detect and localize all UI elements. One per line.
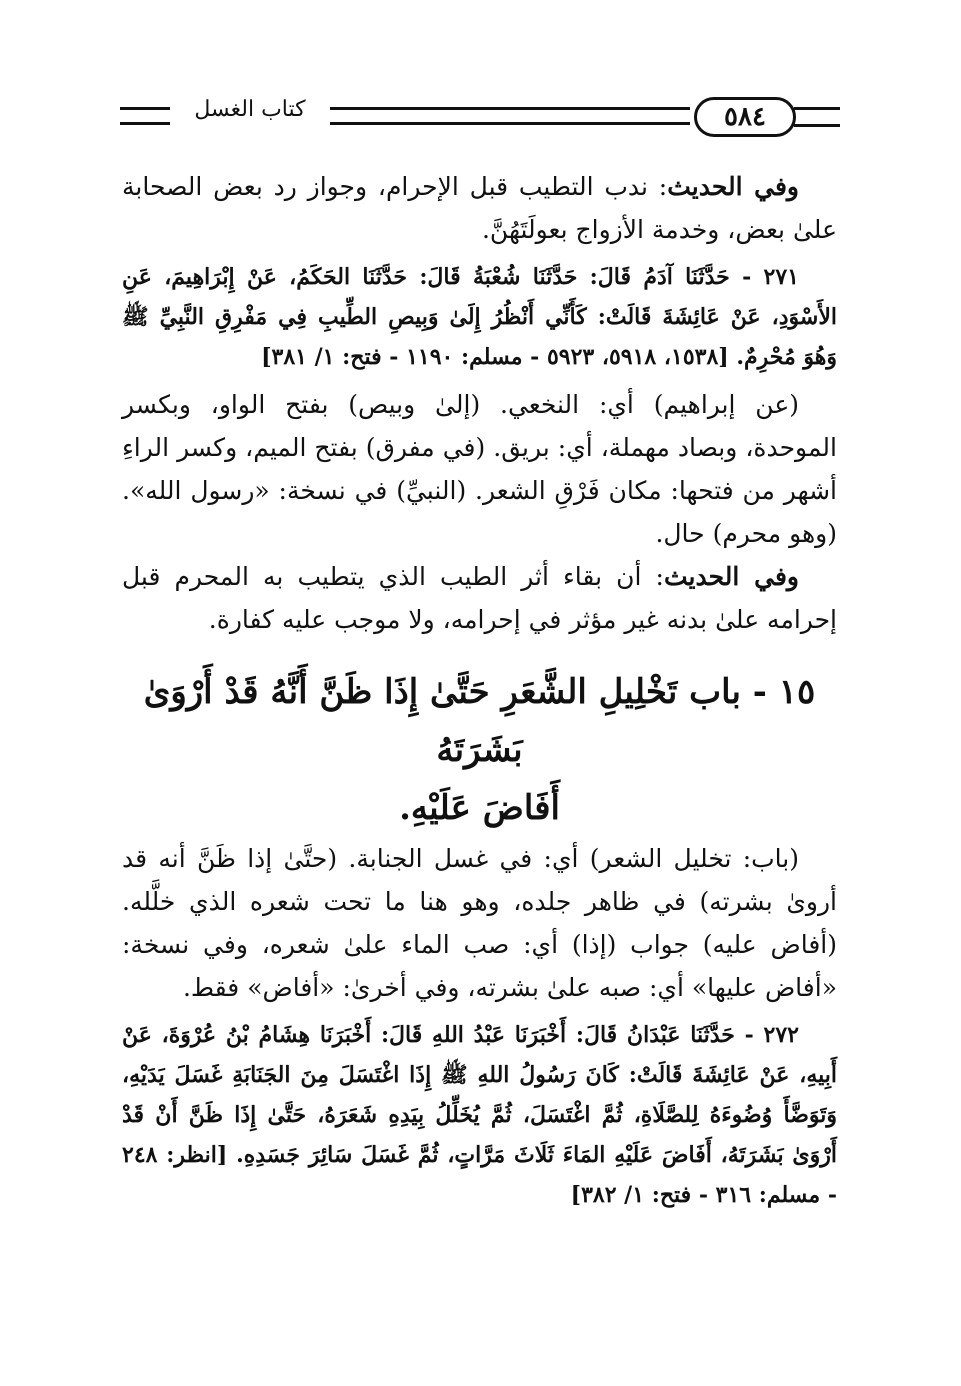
commentary-paragraph (122, 555, 837, 641)
paragraph-lead: وفي الحديث (667, 172, 799, 201)
commentary-paragraph (122, 165, 837, 251)
hadith-272: ٢٧٢ - حَدَّثَنَا عَبْدَانُ قَالَ: أَخْبَرَنَا عَبْدُ اللهِ قَالَ: أَخْبَرَنَا هِشَامُ بْنُ عُرْوَةَ، عَنْ أَبِيهِ، عَنْ عَائِشَةَ قَالَتْ: كَانَ رَسُولُ اللهِ ﷺ إِذَا اغْتَسَلَ مِنَ الجَنَابَةِ غَسَلَ يَدَيْهِ، وَتَوَضَّأَ وُضُوءَهُ لِلصَّلَاةِ، ثُمَّ اغْتَسَلَ، ثُمَّ يُخَلِّلُ بِيَدِهِ شَعَرَهُ، حَتَّىٰ إِذَا ظَنَّ أَنْ قَدْ أَرْوَىٰ بَشَرَتَهُ، أَفَاضَ عَلَيْهِ المَاءَ ثَلَاثَ مَرَّاتٍ، ثُمَّ غَسَلَ سَائِرَ جَسَدِهِ. [انظر: ٢٤٨ - مسلم: ٣١٦ - فتح: ١/ ٣٨٢] (122, 1022, 838, 1208)
header-rule-end (120, 107, 170, 125)
hadith-271: ٢٧١ - حَدَّثَنَا آدَمُ قَالَ: حَدَّثَنَا شُعْبَةُ قَالَ: حَدَّثَنَا الحَكَمُ، عَنْ إِبْرَاهِيمَ، عَنِ الأَسْوَدِ، عَنْ عَائِشَةَ قَالَتْ: كَأَنِّي أَنْظُرُ إِلَىٰ وَبِيصِ الطِّيبِ فِي مَفْرِقِ النَّبِيِّ ﷺ وَهُوَ مُحْرِمٌ. [١٥٣٨، ٥٩١٨، ٥٩٢٣ - مسلم: ١١٩٠ - فتح: ١/ ٣٨١] (122, 264, 837, 370)
chapter-heading-line: ١٥ - باب تَخْلِيلِ الشَّعَرِ حَتَّىٰ إِذَا ظَنَّ أَنَّهُ قَدْ أَرْوَىٰ بَشَرَتَهُ (143, 672, 816, 770)
page-header (120, 95, 840, 139)
paragraph-lead: وفي الحديث (663, 562, 799, 591)
commentary-paragraph: (باب: تخليل الشعر) أي: في غسل الجنابة. (حتَّىٰ إذا ظَنَّ أنه قد أروىٰ بشرته) في ظاهر جلده، وهو هنا ما تحت شعره الذي خلَّله. (أفاض عليه) جواب (إذا) أي: صب الماء علىٰ شعره، وفي نسخة: «أفاض عليها» أي: صبه علىٰ بشرته، وفي أخرىٰ: «أفاض» فقط. (122, 844, 837, 1002)
paragraph-text: : ندب التطيب قبل الإحرام، وجواز رد بعض الصحابة علىٰ بعض، وخدمة الأزواج بعولَتَهُنَّ. (122, 172, 837, 244)
running-title: كتاب الغسل (194, 97, 306, 122)
chapter-heading-line: أَفَاضَ عَلَيْهِ. (399, 788, 560, 828)
header-rule (330, 107, 690, 125)
page-number: ٥٨٤ (694, 97, 796, 137)
chapter-heading (122, 663, 837, 837)
page-body (122, 165, 837, 1215)
paragraph-text: : أن بقاء أثر الطيب الذي يتطيب به المحرم قبل إحرامه علىٰ بدنه غير مؤثر في إحرامه، ولا موجب عليه كفارة. (122, 562, 837, 634)
page-number-ornament (794, 107, 840, 127)
commentary-paragraph: (عن إبراهيم) أي: النخعي. (إلىٰ وبيص) بفتح الواو، وبكسر الموحدة، وبصاد مهملة، أي: بريق. (في مفرق) بفتح الميم، وكسر الراءِ أشهر من فتحها: مكان فَرْقِ الشعر. (النبيِّ) في نسخة: «رسول الله». (وهو محرم) حال. (122, 390, 837, 548)
